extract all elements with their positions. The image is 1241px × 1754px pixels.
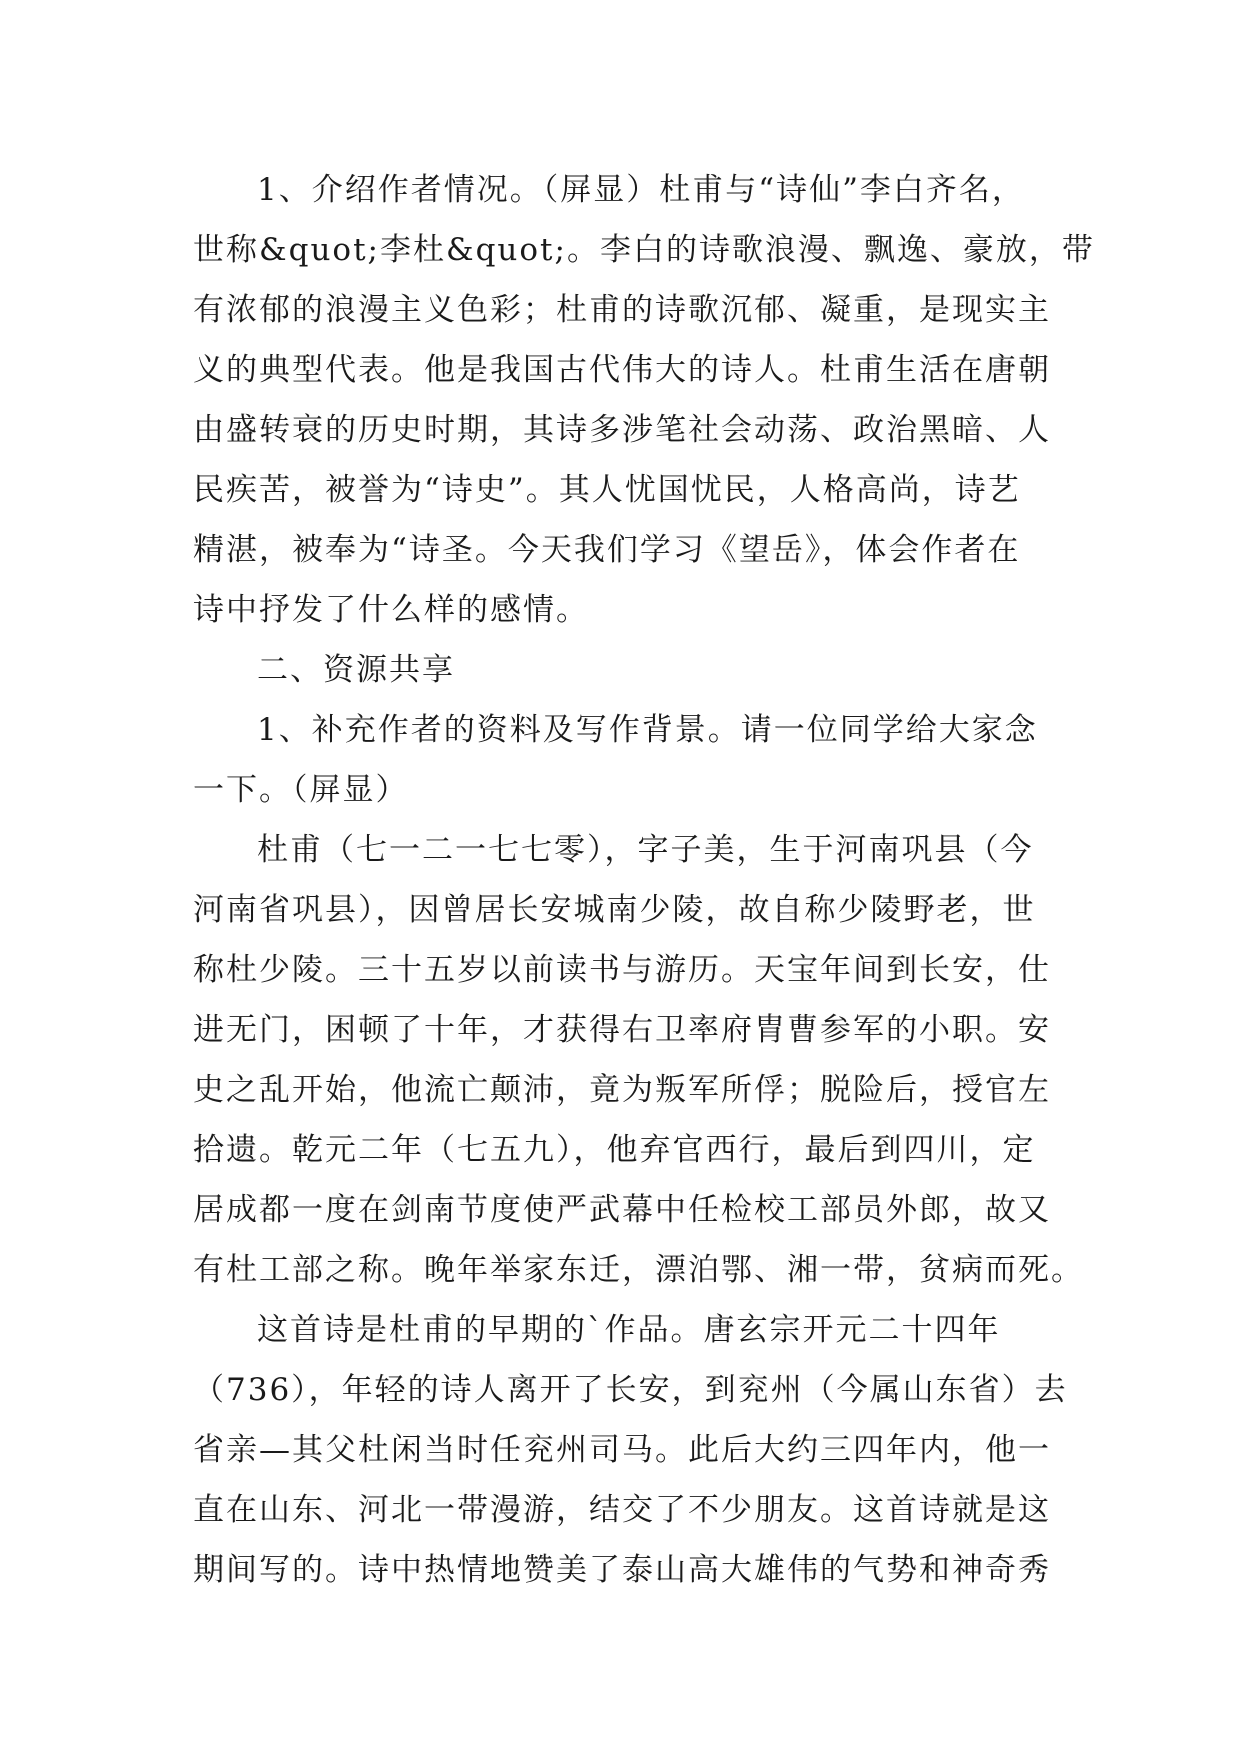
text-line xyxy=(193,700,1053,760)
text-line xyxy=(193,880,1053,940)
text-line xyxy=(193,160,1053,220)
line-text: 期间写的。诗中热情地赞美了泰山高大雄伟的气势和神奇秀 xyxy=(193,1552,1051,1588)
text-line xyxy=(193,280,1053,340)
line-text: 省亲—其父杜闲当时任兖州司马。此后大约三四年内，他一 xyxy=(193,1432,1051,1468)
text-line xyxy=(193,1120,1053,1180)
line-text: 1、补充作者的资料及写作背景。请一位同学给大家念 xyxy=(257,712,1038,748)
text-line xyxy=(193,1360,1068,1420)
text-line xyxy=(193,760,1053,820)
line-text: 居成都一度在剑南节度使严武幕中任检校工部员外郎，故又 xyxy=(193,1192,1051,1228)
text-line xyxy=(193,1180,1053,1240)
line-text: 有杜工部之称。晚年举家东迁，漂泊鄂、湘一带，贫病而死。 xyxy=(193,1252,1084,1288)
line-text: 精湛，被奉为“诗圣。今天我们学习《望岳》，体会作者在 xyxy=(193,532,1021,568)
line-text: 民疾苦，被誉为“诗史”。其人忧国忧民，人格高尚，诗艺 xyxy=(193,472,1021,508)
line-text: 进无门，困顿了十年，才获得右卫率府胄曹参军的小职。安 xyxy=(193,1012,1051,1048)
line-text: 河南省巩县），因曾居长安城南少陵，故自称少陵野老，世 xyxy=(193,892,1036,928)
line-text: 由盛转衰的历史时期，其诗多涉笔社会动荡、政治黑暗、人 xyxy=(193,412,1051,448)
text-line xyxy=(193,1300,1053,1360)
text-line xyxy=(193,1420,1053,1480)
text-line xyxy=(193,400,1053,460)
heading-text: 二、资源共享 xyxy=(257,652,455,688)
line-text: 一下。（屏显） xyxy=(193,772,409,808)
text-line xyxy=(193,340,1053,400)
line-text: （736），年轻的诗人离开了长安，到兖州（今属山东省）去 xyxy=(193,1372,1068,1408)
line-text: 诗中抒发了什么样的感情。 xyxy=(193,592,589,628)
text-line xyxy=(193,940,1053,1000)
text-line xyxy=(193,1060,1053,1120)
text-line xyxy=(193,1000,1053,1060)
section-heading xyxy=(193,640,1053,700)
text-line xyxy=(193,220,1095,280)
line-text: 史之乱开始，他流亡颠沛，竟为叛军所俘；脱险后，授官左 xyxy=(193,1072,1051,1108)
line-text: 杜甫（七一二一七七零），字子美，生于河南巩县（今 xyxy=(257,832,1034,868)
line-text: 世称&quot;李杜&quot;。李白的诗歌浪漫、飘逸、豪放，带 xyxy=(193,232,1095,268)
line-text: 直在山东、河北一带漫游，结交了不少朋友。这首诗就是这 xyxy=(193,1492,1051,1528)
line-text: 有浓郁的浪漫主义色彩；杜甫的诗歌沉郁、凝重，是现实主 xyxy=(193,292,1051,328)
line-text: 这首诗是杜甫的早期的`作品。唐玄宗开元二十四年 xyxy=(257,1312,1001,1348)
text-line xyxy=(193,1480,1053,1540)
document-body xyxy=(193,160,1095,1600)
line-text: 拾遗。乾元二年（七五九），他弃官西行，最后到四川，定 xyxy=(193,1132,1036,1168)
text-line xyxy=(193,820,1053,880)
text-line xyxy=(193,580,1053,640)
text-line xyxy=(193,1240,1084,1300)
line-text: 称杜少陵。三十五岁以前读书与游历。天宝年间到长安，仕 xyxy=(193,952,1051,988)
line-text: 1、介绍作者情况。（屏显）杜甫与“诗仙”李白齐名， xyxy=(257,172,1025,208)
text-line xyxy=(193,1540,1053,1600)
text-line xyxy=(193,520,1053,580)
text-line xyxy=(193,460,1053,520)
line-text: 义的典型代表。他是我国古代伟大的诗人。杜甫生活在唐朝 xyxy=(193,352,1051,388)
